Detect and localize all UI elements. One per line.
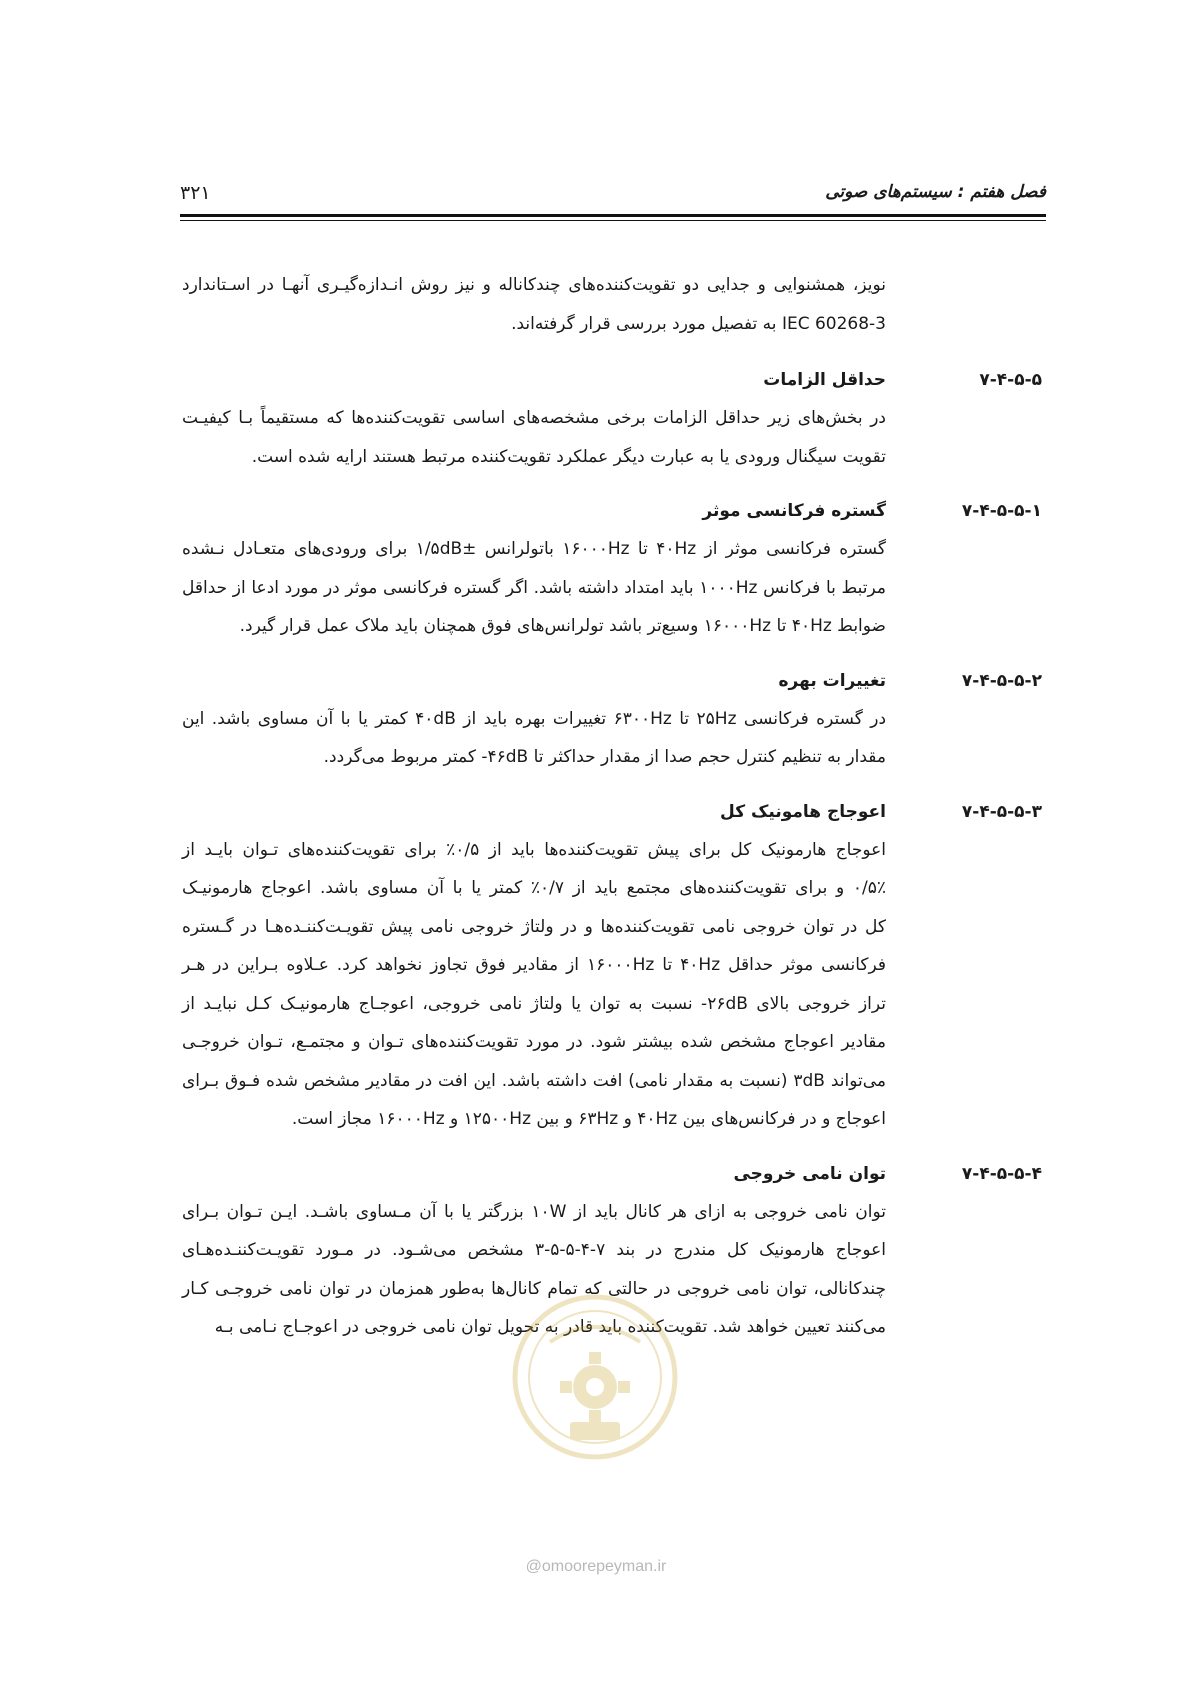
- section-heading: [182, 361, 1042, 399]
- header-rule-thin: [180, 220, 1046, 221]
- paragraph-line: در بخش‌های زیر حداقل الزامات برخی مشخصه‌های اساسی تقویت‌کننده‌ها که مستقیماً بـا کیفیـت: [182, 408, 886, 428]
- section-number: ۷-۴-۵-۵-۱: [961, 501, 1042, 521]
- paragraph-line: تقویت سیگنال ورودی یا به عبارت دیگر عملکرد تقویت‌کننده مرتبط هستند ارایه شده است.: [251, 446, 886, 467]
- paragraph-line: می‌کنند تعیین خواهد شد. تقویت‌کننده باید قادر به تحویل توان نامی خروجی در اعوجـاج نـامی بـه: [214, 1317, 886, 1337]
- section-number: ۷-۴-۵-۵-۲: [961, 670, 1042, 691]
- section-heading: [182, 492, 1042, 530]
- paragraph-line: نویز، همشنوایی و جدایی دو تقویت‌کننده‌های چندکاناله و نیز روش انـدازه‌گیـری آنهـا در اسـتاندارد: [182, 275, 886, 295]
- section-title: گستره فرکانسی موثر: [702, 501, 886, 521]
- paragraph: [182, 831, 886, 1139]
- paragraph-line: IEC 60268-3 به تفصیل مورد بررسی قرار گرفته‌اند.: [511, 313, 886, 334]
- paragraph-line: ضوابط ۴۰Hz تا ۱۶۰۰۰Hz وسیع‌تر باشد تولرانس‌های فوق همچنان باید ملاک عمل قرار گیرد.: [239, 616, 886, 636]
- section-heading: [182, 662, 1042, 700]
- paragraph-line: چندکانالی، توان نامی خروجی در حالتی که تمام کانال‌ها به‌طور همزمان در توان نامی خروجـی کـار: [182, 1278, 886, 1299]
- watermark-url: @omoorepeyman.ir: [525, 1558, 667, 1575]
- paragraph: [182, 530, 886, 646]
- section-title: تغییرات بهره: [778, 670, 886, 691]
- section-heading: [182, 793, 1042, 831]
- section-heading: [182, 1155, 1042, 1193]
- paragraph: [182, 700, 886, 777]
- paragraph-line: در گستره فرکانسی ۲۵Hz تا ۶۳۰۰Hz تغییرات بهره باید از ۴۰dB کمتر یا با آن مساوی باشد. این: [182, 708, 887, 729]
- header-rule-thick: [180, 214, 1046, 217]
- body-text: [182, 266, 1042, 1347]
- running-header: [180, 182, 1046, 206]
- section-title: توان نامی خروجی: [733, 1163, 886, 1184]
- paragraph-line: مرتبط با فرکانس ۱۰۰۰Hz باید امتداد داشته باشد. اگر گستره فرکانسی موثر در مورد ادعا از حداقل: [182, 577, 886, 598]
- paragraph: [182, 399, 886, 476]
- paragraph-line: فرکانسی موثر حداقل ۴۰Hz تا ۱۶۰۰۰Hz از مقادیر فوق تجاوز نخواهد کرد. عـلاوه بـراین در هـر: [182, 955, 887, 975]
- section-number: ۷-۴-۵-۵: [979, 370, 1042, 390]
- paragraph-line: توان نامی خروجی به ازای هر کانال باید از ۱۰W بزرگتر یا با آن مـساوی باشـد. ایـن تـوان بـرای: [182, 1201, 886, 1222]
- paragraph-line: ۰/۵٪ و برای تقویت‌کننده‌های مجتمع باید از ۰/۷٪ کمتر یا با آن مساوی باشد. اعوجاج هارمونیـک: [182, 878, 886, 898]
- paragraph-line: کل در توان خروجی نامی تقویت‌کننده‌ها و در ولتاژ خروجی نامی پیش تقویـت‌کننـده‌هـا در گـستره: [182, 916, 886, 937]
- paragraph-line: اعوجاج و در فرکانس‌های بین ۴۰Hz و ۶۳Hz و بین ۱۲۵۰۰Hz و ۱۶۰۰۰Hz مجاز است.: [291, 1109, 886, 1129]
- paragraph-line: اعوجاج هارمونیک کل برای پیش تقویت‌کننده‌ها باید از ۰/۵٪ برای تقویت‌کننده‌های تـوان بایـد از: [182, 839, 886, 860]
- paragraph-line: مقدار به تنظیم کنترل حجم صدا از مقدار حداکثر تا ۴۶dB- کمتر مربوط می‌گردد.: [323, 747, 886, 767]
- paragraph-line: اعوجاج هارمونیک کل مندرج در بند ۷-۴-۵-۵-۳ مشخص می‌شـود. در مـورد تقویـت‌کننـده‌هـای: [182, 1240, 886, 1260]
- section-number: ۷-۴-۵-۵-۳: [961, 801, 1042, 822]
- section-title: حداقل الزامات: [763, 370, 886, 390]
- chapter-title: فصل هفتم : سیستم‌های صوتی: [825, 182, 1046, 202]
- paragraph-line: گستره فرکانسی موثر از ۴۰Hz تا ۱۶۰۰۰Hz باتولرانس ±۱/۵dB برای ورودی‌های متعـادل نـشده: [182, 539, 886, 559]
- watermark-seal-icon: [510, 1292, 680, 1462]
- section-title: اعوجاج هامونیک کل: [720, 801, 886, 822]
- page-number: ۳۲۱: [180, 182, 211, 204]
- paragraph: [182, 266, 886, 343]
- paragraph-line: می‌تواند ۳dB (نسبت به مقدار نامی) افت داشته باشد. این افت در مقادیر مشخص شده فـوق بـرای: [182, 1070, 886, 1091]
- paragraph-line: تراز خروجی بالای ۲۶dB- نسبت به توان یا ولتاژ نامی خروجی، اعوجـاج هارمونیـک کـل نبایـد از: [182, 993, 886, 1014]
- paragraph-line: مقادیر اعوجاج مشخص شده بیشتر شود. در مورد تقویت‌کننده‌های تـوان و مجتمـع، تـوان خروجـی: [182, 1032, 886, 1052]
- section-number: ۷-۴-۵-۵-۴: [961, 1163, 1042, 1184]
